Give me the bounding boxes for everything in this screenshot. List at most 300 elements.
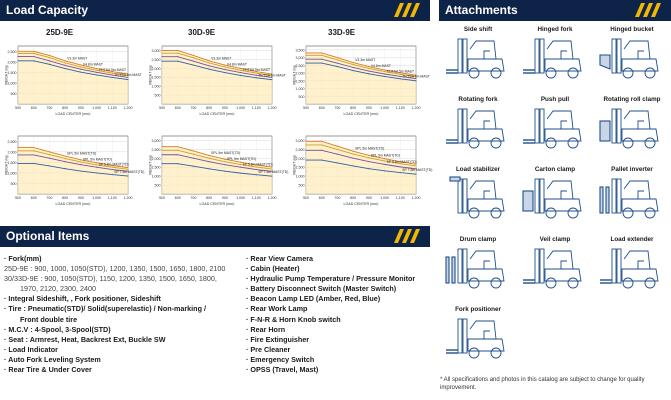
y-tick-label: 2,000 (151, 156, 161, 161)
x-tick-label: 700 (190, 196, 197, 200)
data-point (384, 73, 385, 74)
data-point (161, 146, 162, 147)
x-tick-label: 1,100 (251, 196, 261, 200)
x-tick-label: 1,100 (107, 106, 117, 110)
data-point (209, 155, 210, 156)
optional-item: · Auto Fork Leveling System (4, 354, 101, 364)
data-point (337, 66, 338, 67)
data-point (224, 66, 225, 67)
data-point (161, 150, 162, 151)
data-point (240, 72, 241, 73)
series-label: SPL 5m MAST(TD) (226, 157, 256, 162)
data-point (256, 169, 257, 170)
y-tick-label: 1,500 (295, 165, 305, 170)
data-point (305, 150, 306, 151)
y-tick-label: 2,000 (7, 60, 17, 65)
data-point (224, 161, 225, 162)
y-tick-label: 500 (298, 183, 305, 188)
attachment-image (598, 105, 666, 151)
forklift-icon (598, 245, 666, 291)
data-point (65, 161, 66, 162)
y-tick-label: 1,500 (7, 70, 17, 75)
x-tick-label: 900 (77, 106, 84, 110)
y-tick-label: 1,000 (151, 174, 161, 179)
data-point (209, 60, 210, 61)
optional-item: · Load Indicator (4, 344, 58, 354)
data-point (415, 165, 416, 166)
data-point (256, 75, 257, 76)
y-tick-label: 1,500 (295, 79, 305, 84)
data-point (161, 50, 162, 51)
optional-item: · Rear Tire & Under Cover (4, 365, 92, 375)
y-tick-label: 1,500 (151, 165, 161, 170)
data-point (321, 59, 322, 60)
data-point (17, 147, 18, 148)
data-point (17, 51, 18, 52)
series-label: TF/TSA 6m MAST (258, 73, 286, 78)
data-point (112, 75, 113, 76)
x-tick-label: 800 (206, 106, 213, 110)
series-label: V3.3m MAST (67, 56, 88, 61)
data-point (353, 62, 354, 63)
data-point (353, 67, 354, 68)
data-point (193, 158, 194, 159)
chart-svg (292, 132, 433, 208)
data-point (65, 65, 66, 66)
data-point (368, 71, 369, 72)
x-tick-label: 1,000 (92, 196, 102, 200)
y-tick-label: 2,000 (151, 66, 161, 71)
data-point (305, 55, 306, 56)
data-point (127, 167, 128, 168)
model-title-30d: 30D-9E (188, 28, 216, 37)
data-point (96, 164, 97, 165)
attachment-image (521, 35, 589, 81)
data-point (96, 72, 97, 73)
forklift-icon (521, 105, 589, 151)
attachment-image (598, 245, 666, 291)
data-point (49, 158, 50, 159)
forklift-icon (521, 175, 589, 221)
y-tick-label: 3,000 (151, 138, 161, 143)
x-tick-label: 1,200 (123, 106, 133, 110)
optional-items-title: Optional Items (6, 229, 90, 243)
y-tick-label: 3,000 (295, 138, 305, 143)
attachment-image (444, 245, 512, 291)
data-point (17, 154, 18, 155)
optional-item: · F-N-R & Horn Knob switch (246, 314, 341, 324)
data-point (177, 154, 178, 155)
x-tick-label: 900 (77, 196, 84, 200)
attachment-image (444, 105, 512, 151)
x-tick-label: 600 (318, 196, 325, 200)
forklift-icon (598, 105, 666, 151)
data-point (384, 160, 385, 161)
x-tick-label: 1,100 (395, 106, 405, 110)
y-tick-label: 500 (154, 93, 161, 98)
data-point (368, 168, 369, 169)
x-tick-label: 500 (159, 106, 165, 110)
data-point (353, 64, 354, 65)
chart-33d-mast (292, 42, 430, 118)
data-point (256, 77, 257, 78)
data-point (305, 62, 306, 63)
data-point (33, 53, 34, 54)
forklift-icon (598, 175, 666, 221)
x-tick-label: 700 (334, 106, 341, 110)
attachment-image (521, 175, 589, 221)
data-point (80, 72, 81, 73)
x-tick-label: 1,000 (92, 106, 102, 110)
data-point (33, 51, 34, 52)
data-point (384, 164, 385, 165)
data-point (49, 64, 50, 65)
optional-item: · Battery Disconnect Switch (Master Switch) (246, 284, 397, 294)
series-label: V4.8m MAST (82, 62, 104, 67)
x-tick-label: 1,100 (395, 196, 405, 200)
data-point (193, 57, 194, 58)
series-label: TF/TSA 5m MAST (242, 68, 271, 73)
data-point (415, 80, 416, 81)
y-tick-label: 500 (10, 181, 17, 186)
forklift-icon (444, 35, 512, 81)
data-point (49, 55, 50, 56)
data-point (161, 53, 162, 54)
data-point (209, 158, 210, 159)
data-point (17, 150, 18, 151)
data-point (305, 144, 306, 145)
attachment-label: Side shift (463, 26, 493, 33)
y-axis-label: WEIGHT (kg) (292, 64, 297, 86)
brand-stripes-icon (390, 229, 424, 243)
x-axis-label: LOAD CENTER (mm) (55, 112, 91, 116)
data-point (240, 173, 241, 174)
optional-item: · Seat : Armrest, Heat, Backrest Ext, Buckle SW (4, 334, 166, 344)
data-point (209, 69, 210, 70)
data-point (177, 150, 178, 151)
x-tick-label: 900 (221, 106, 228, 110)
optional-item: 25D-9E : 900, 1000, 1050(STD), 1200, 1350, 1500, 1650, 1800, 2100 (4, 264, 226, 274)
attachments-title: Attachments (445, 3, 518, 17)
data-point (161, 154, 162, 155)
x-tick-label: 900 (221, 196, 228, 200)
attachment-label: Load extender (610, 236, 654, 243)
series-label: V4.8m MAST (226, 62, 248, 67)
data-point (33, 163, 34, 164)
data-point (193, 61, 194, 62)
x-tick-label: 1,200 (411, 106, 421, 110)
x-tick-label: 600 (30, 196, 37, 200)
data-point (240, 162, 241, 163)
chart-33d-triplex (292, 132, 433, 208)
attachment-image (521, 105, 589, 151)
optional-item: · Pre Cleaner (246, 344, 291, 354)
data-point (65, 60, 66, 61)
data-point (80, 164, 81, 165)
chart-25d-triplex (4, 132, 145, 208)
y-tick-label: 1,000 (151, 84, 161, 89)
optional-item: · Fire Extinguisher (246, 334, 310, 344)
attachment-label: Pallet inverter (611, 166, 653, 173)
optional-item: · OPSS (Travel, Mast) (246, 365, 319, 375)
data-point (65, 155, 66, 156)
chart-30d-mast (148, 42, 286, 118)
data-point (384, 71, 385, 72)
data-point (193, 65, 194, 66)
series-label: TF/TSA 6m MAST (402, 74, 430, 79)
x-tick-label: 1,200 (411, 196, 421, 200)
optional-item: · Rear Work Lamp (246, 304, 308, 314)
chart-svg (148, 132, 289, 208)
series-label: SP 7.5m MAST(TD) (258, 170, 289, 175)
load-capacity-title: Load Capacity (6, 3, 89, 17)
y-tick-label: 2,000 (295, 156, 305, 161)
x-tick-label: 500 (303, 106, 309, 110)
data-point (49, 57, 50, 58)
y-tick-label: 3,000 (295, 56, 305, 61)
x-tick-label: 600 (174, 196, 181, 200)
load-capacity-header (0, 0, 430, 21)
chart-svg (148, 42, 286, 118)
data-point (96, 162, 97, 163)
x-tick-label: 900 (365, 106, 372, 110)
data-point (161, 61, 162, 62)
series-label: TF/TSA 5m MAST (386, 69, 415, 74)
data-point (17, 53, 18, 54)
data-point (80, 161, 81, 162)
data-point (337, 63, 338, 64)
series-label: SPL 5m MAST(TD) (211, 150, 241, 155)
data-point (33, 147, 34, 148)
data-point (177, 163, 178, 164)
forklift-icon (444, 105, 512, 151)
data-point (337, 57, 338, 58)
optional-item: · Beacon Lamp LED (Amber, Red, Blue) (246, 294, 381, 304)
optional-item: Front double tire (20, 314, 78, 324)
data-point (112, 167, 113, 168)
data-point (368, 161, 369, 162)
data-point (33, 60, 34, 61)
attachment-label: Hinged bucket (610, 26, 654, 33)
data-point (384, 76, 385, 77)
x-tick-label: 700 (46, 196, 53, 200)
attachment-label: Rotating roll clamp (603, 96, 661, 103)
data-point (337, 162, 338, 163)
optional-items-header (0, 226, 430, 247)
x-tick-label: 1,100 (107, 196, 117, 200)
model-title-33d: 33D-9E (328, 28, 356, 37)
x-tick-label: 500 (15, 106, 21, 110)
data-point (337, 154, 338, 155)
data-point (65, 158, 66, 159)
x-tick-label: 600 (318, 106, 325, 110)
optional-item: · Rear Horn (246, 324, 286, 334)
data-point (127, 176, 128, 177)
x-tick-label: 500 (15, 196, 21, 200)
forklift-icon (598, 35, 666, 81)
optional-item: · M.C.V : 4-Spool, 3-Spool(STD) (4, 324, 111, 334)
data-point (240, 164, 241, 165)
data-point (17, 163, 18, 164)
attachment-image (598, 35, 666, 81)
y-tick-label: 500 (10, 91, 17, 96)
optional-item: · Rear View Camera (246, 254, 313, 263)
optional-item: · Integral Sideshift, , Fork positioner, Sideshift (4, 294, 161, 304)
y-axis-label: WEIGHT (kg) (4, 64, 9, 86)
data-point (96, 68, 97, 69)
optional-item: 30/33D-9E : 900, 1050(STD), 1150, 1200, 1350, 1500, 1650, 1800, (4, 274, 217, 284)
x-tick-label: 700 (334, 196, 341, 200)
data-point (321, 55, 322, 56)
y-tick-label: 2,000 (7, 150, 17, 155)
series-label: SP 7.5m MAST(TD) (402, 168, 433, 173)
data-point (177, 61, 178, 62)
x-tick-label: 800 (62, 196, 69, 200)
y-tick-label: 3,500 (295, 48, 305, 53)
data-point (321, 160, 322, 161)
data-point (353, 153, 354, 154)
attachment-image (444, 175, 512, 221)
x-tick-label: 1,100 (251, 106, 261, 110)
x-tick-label: 700 (46, 106, 53, 110)
data-point (224, 171, 225, 172)
data-point (49, 151, 50, 152)
series-label: SP 5.8m MAST(TD) (386, 159, 417, 164)
model-title-25d: 25D-9E (46, 28, 74, 37)
data-point (240, 75, 241, 76)
x-tick-label: 800 (350, 196, 357, 200)
y-tick-label: 2,000 (295, 71, 305, 76)
data-point (65, 62, 66, 63)
data-point (177, 56, 178, 57)
attachment-label: Carton clamp (534, 166, 576, 173)
x-tick-label: 500 (159, 196, 165, 200)
data-point (209, 168, 210, 169)
data-point (96, 70, 97, 71)
data-point (368, 66, 369, 67)
data-point (321, 62, 322, 63)
data-point (240, 70, 241, 71)
data-point (337, 149, 338, 150)
data-point (209, 62, 210, 63)
data-point (256, 73, 257, 74)
data-point (193, 154, 194, 155)
chart-svg (292, 42, 430, 118)
data-point (305, 141, 306, 142)
y-tick-label: 2,500 (151, 147, 161, 152)
x-axis-label: LOAD CENTER (mm) (343, 202, 379, 206)
data-point (305, 160, 306, 161)
data-point (271, 176, 272, 177)
x-tick-label: 800 (206, 196, 213, 200)
x-axis-label: LOAD CENTER (mm) (199, 202, 235, 206)
attachment-image (598, 175, 666, 221)
data-point (384, 158, 385, 159)
data-point (337, 146, 338, 147)
y-axis-label: WEIGHT (kg) (4, 154, 9, 176)
attachment-image (521, 245, 589, 291)
attachment-label: Fork positioner (455, 306, 501, 313)
x-tick-label: 1,000 (236, 106, 246, 110)
data-point (337, 59, 338, 60)
data-point (353, 70, 354, 71)
data-point (321, 150, 322, 151)
data-point (17, 60, 18, 61)
y-axis-label: WEIGHT (kg) (292, 154, 297, 176)
data-point (353, 151, 354, 152)
data-point (321, 141, 322, 142)
forklift-icon (444, 315, 512, 361)
data-point (112, 174, 113, 175)
y-tick-label: 1,000 (295, 87, 305, 92)
data-point (112, 169, 113, 170)
forklift-icon (444, 175, 512, 221)
x-tick-label: 1,000 (236, 196, 246, 200)
y-tick-label: 500 (154, 183, 161, 188)
x-tick-label: 600 (30, 106, 37, 110)
series-label: SPL 5m MAST(TD) (355, 146, 385, 151)
data-point (80, 170, 81, 171)
y-tick-label: 2,500 (295, 147, 305, 152)
attachments-header (439, 0, 671, 21)
data-point (224, 159, 225, 160)
data-point (161, 163, 162, 164)
y-tick-label: 1,000 (7, 81, 17, 86)
data-point (177, 146, 178, 147)
attachment-label: Load stabilizer (455, 166, 501, 173)
forklift-icon (521, 245, 589, 291)
data-point (17, 56, 18, 57)
data-point (49, 154, 50, 155)
optional-item: · Cabin (Heater) (246, 264, 300, 274)
brand-stripes-icon (390, 3, 424, 17)
y-tick-label: 1,500 (7, 160, 17, 165)
attachment-label: Veil clamp (539, 236, 571, 243)
x-tick-label: 1,200 (267, 106, 277, 110)
data-point (400, 74, 401, 75)
x-tick-label: 800 (350, 106, 357, 110)
series-label: V3.3m MAST (355, 58, 376, 63)
optional-list-left (4, 254, 225, 375)
footnote: * All specifications and photos in this catalog are subject to change for quality improvement. (440, 377, 645, 391)
optional-item: · Emergency Switch (246, 354, 315, 364)
data-point (256, 174, 257, 175)
x-axis-label: LOAD CENTER (mm) (55, 202, 91, 206)
attachment-image (444, 315, 512, 361)
y-tick-label: 2,500 (7, 139, 17, 144)
data-point (80, 69, 81, 70)
y-tick-label: 1,500 (151, 75, 161, 80)
optional-list-right (246, 254, 415, 375)
series-label: TF/TSA 6m MAST (114, 72, 142, 77)
y-tick-label: 1,000 (7, 171, 17, 176)
data-point (384, 69, 385, 70)
data-point (271, 79, 272, 80)
data-point (177, 53, 178, 54)
data-point (353, 158, 354, 159)
data-point (193, 55, 194, 56)
series-label: V3.3m MAST (211, 56, 232, 61)
data-point (368, 73, 369, 74)
data-point (65, 68, 66, 69)
x-tick-label: 500 (303, 196, 309, 200)
data-point (400, 166, 401, 167)
forklift-icon (444, 245, 512, 291)
data-point (209, 161, 210, 162)
y-tick-label: 500 (298, 94, 305, 99)
x-axis-label: LOAD CENTER (mm) (199, 112, 235, 116)
x-tick-label: 900 (365, 196, 372, 200)
